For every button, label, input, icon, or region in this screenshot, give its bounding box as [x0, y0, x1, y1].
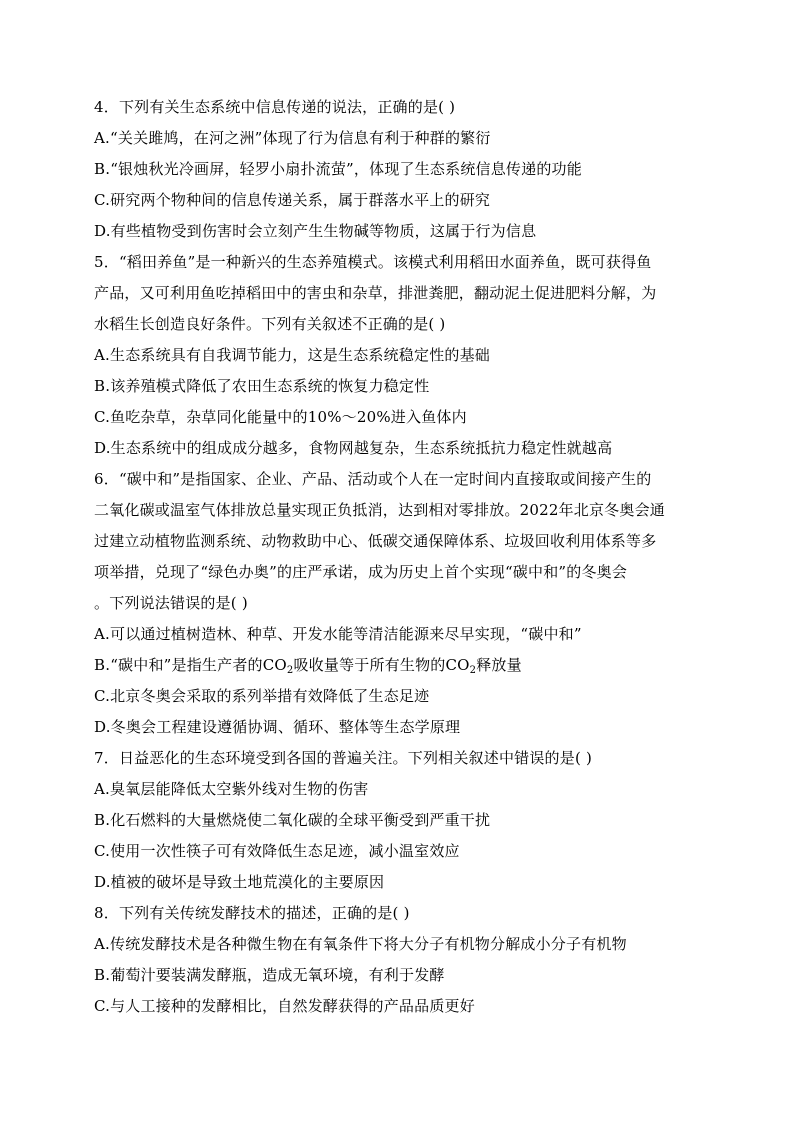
question-7-stem-line-1: 7．日益恶化的生态环境受到各国的普遍关注。下列相关叙述中错误的是( ): [94, 749, 593, 767]
question-5-option-c: C.鱼吃杂草，杂草同化能量中的10%～20%进入鱼体内: [94, 408, 467, 426]
question-6-stem-line-1: 6．“碳中和”是指国家、企业、产品、活动或个人在一定时间内直接取或间接产生的: [94, 470, 652, 488]
question-5-option-b: B.该养殖模式降低了农田生态系统的恢复力稳定性: [94, 377, 430, 395]
question-5-option-a: A.生态系统具有自我调节能力，这是生态系统稳定性的基础: [94, 346, 491, 364]
question-6-option-a: A.可以通过植树造林、种草、开发水能等清洁能源来尽早实现，“碳中和”: [94, 625, 582, 643]
question-8-option-b: B.葡萄汁要装满发酵瓶，造成无氧环境，有利于发酵: [94, 966, 445, 984]
question-5: [94, 247, 714, 464]
question-5-stem-line-2: 产品，又可利用鱼吃掉稻田中的害虫和杂草，排泄粪肥，翻动泥土促进肥料分解，为: [94, 284, 657, 302]
question-6-option-b-part-3: 释放量: [476, 656, 522, 674]
question-6-stem-line-2: 二氧化碳或温室气体排放总量实现正负抵消，达到相对零排放。2022年北京冬奥会通: [94, 501, 665, 519]
question-4-option-b: B.“银烛秋光冷画屏，轻罗小扇扑流萤”，体现了生态系统信息传递的功能: [94, 160, 582, 178]
question-6-stem-line-3: 过建立动植物监测系统、动物救助中心、低碳交通保障体系、垃圾回收利用体系等多: [94, 532, 657, 550]
question-6-option-b-part-1: B.“碳中和”是指生产者的CO: [94, 656, 287, 674]
question-8-option-c: C.与人工接种的发酵相比，自然发酵获得的产品品质更好: [94, 997, 475, 1015]
question-6-stem-line-5: 。下列说法错误的是( ): [94, 594, 248, 612]
question-6-option-b-part-2: 吸收量等于所有生物的CO: [293, 656, 470, 674]
question-4-option-c: C.研究两个物种间的信息传递关系，属于群落水平上的研究: [94, 191, 491, 209]
question-6-option-d: D.冬奥会工程建设遵循协调、循环、整体等生态学原理: [94, 718, 461, 736]
question-list: [94, 92, 714, 1022]
question-8-stem-line-1: 8．下列有关传统发酵技术的描述，正确的是( ): [94, 904, 410, 922]
co2-subscript-2: 2: [469, 665, 477, 676]
question-6-option-c: C.北京冬奥会采取的系列举措有效降低了生态足迹: [94, 687, 430, 705]
question-8: [94, 898, 714, 1022]
question-5-stem-line-1: 5．“稻田养鱼”是一种新兴的生态养殖模式。该模式利用稻田水面养鱼，既可获得鱼: [94, 253, 652, 271]
co2-subscript-1: 2: [286, 665, 294, 676]
question-7-option-d: D.植被的破坏是导致土地荒漠化的主要原因: [94, 873, 385, 891]
question-4-stem-line-1: 4．下列有关生态系统中信息传递的说法，正确的是( ): [94, 98, 456, 116]
question-5-stem-line-3: 水稻生长创造良好条件。下列有关叙述不正确的是( ): [94, 315, 446, 333]
question-4-option-d: D.有些植物受到伤害时会立刻产生生物碱等物质，这属于行为信息: [94, 222, 537, 240]
question-5-option-d: D.生态系统中的组成成分越多，食物网越复杂，生态系统抵抗力稳定性就越高: [94, 439, 613, 457]
question-8-option-a: A.传统发酵技术是各种微生物在有氧条件下将大分子有机物分解成小分子有机物: [94, 935, 627, 953]
question-6: [94, 464, 714, 743]
question-6-stem-line-4: 项举措，兑现了“绿色办奥”的庄严承诺，成为历史上首个实现“碳中和”的冬奥会: [94, 563, 628, 581]
question-4: [94, 92, 714, 247]
question-4-option-a: A.“关关雎鸠，在河之洲”体现了行为信息有利于种群的繁衍: [94, 129, 491, 147]
question-7-option-c: C.使用一次性筷子可有效降低生态足迹，减小温室效应: [94, 842, 460, 860]
question-6-option-b: [94, 650, 714, 681]
question-7-option-b: B.化石燃料的大量燃烧使二氧化碳的全球平衡受到严重干扰: [94, 811, 491, 829]
question-7: [94, 743, 714, 898]
question-7-option-a: A.臭氧层能降低太空紫外线对生物的伤害: [94, 780, 369, 798]
